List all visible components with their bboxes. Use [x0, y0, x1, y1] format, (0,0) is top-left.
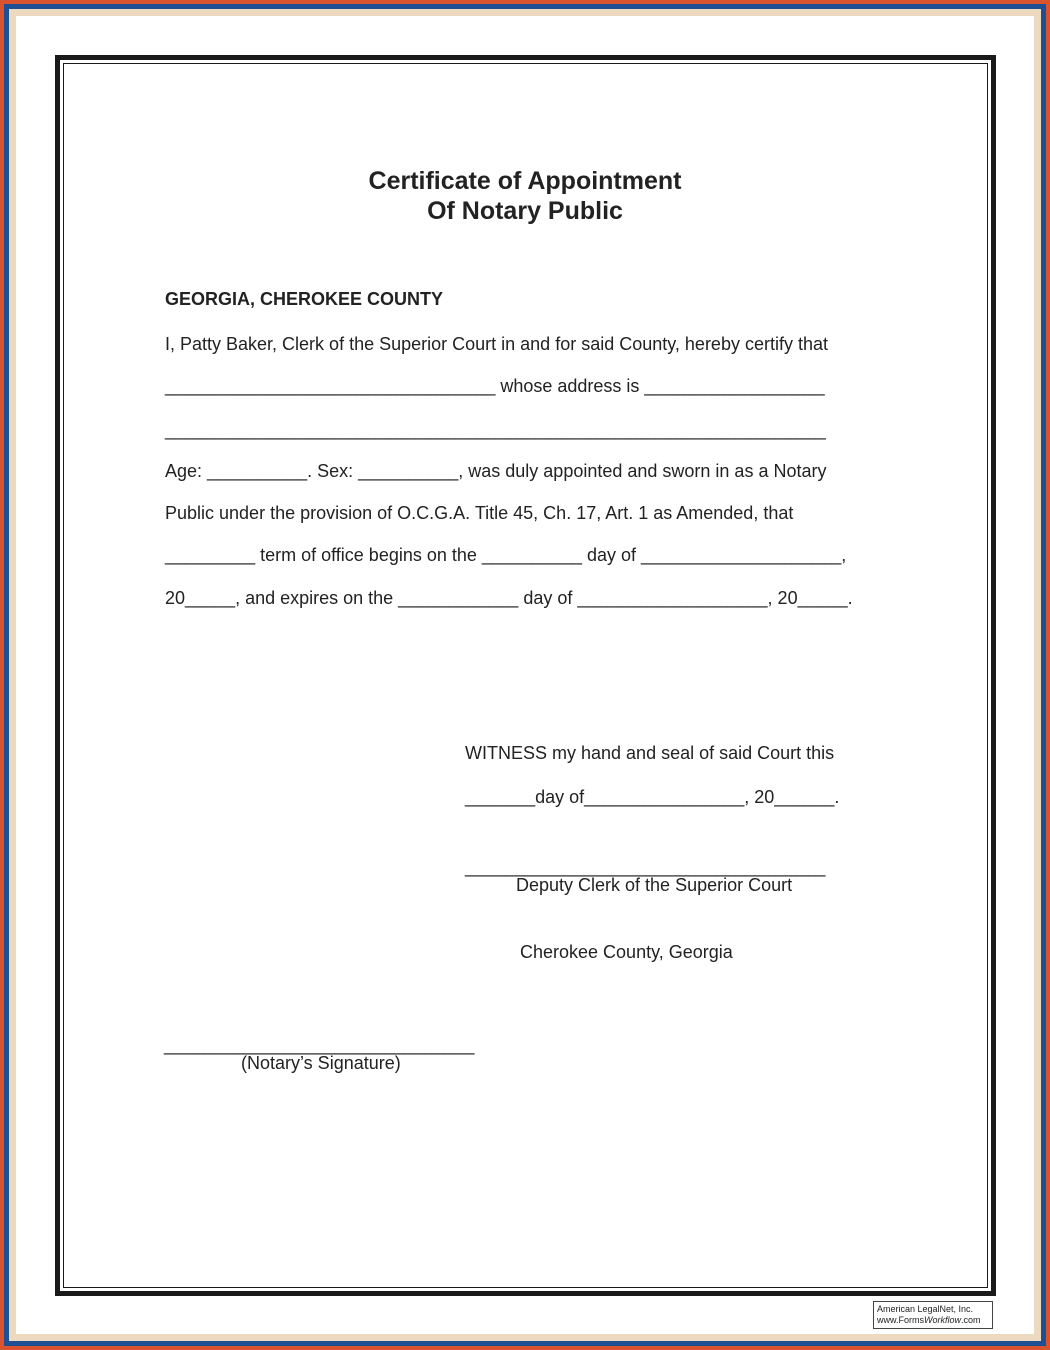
body-line-provision: Public under the provision of O.C.G.A. Title 45, Ch. 17, Art. 1 as Amended, that [165, 503, 794, 523]
certificate-title-line-1: Certificate of Appointment [368, 167, 682, 195]
body-line-term-begins: _________ term of office begins on the __________ day of ____________________, [165, 545, 847, 565]
clerk-signature-line: ____________________________________ [465, 857, 826, 877]
venue-heading: GEORGIA, CHEROKEE COUNTY [165, 289, 444, 309]
publisher-footer-box [873, 1301, 993, 1329]
body-line-certify: I, Patty Baker, Clerk of the Superior Court in and for said County, hereby certify that [165, 334, 828, 354]
body-line-term-expires: 20_____, and expires on the ____________ day of ___________________, 20_____. [165, 588, 853, 608]
witness-statement: WITNESS my hand and seal of said Court this [465, 743, 835, 763]
witness-date-line: _______day of________________, 20______. [465, 787, 840, 807]
certificate-title-line-2: Of Notary Public [427, 197, 623, 225]
clerk-county: Cherokee County, Georgia [520, 942, 733, 962]
publisher-name: American LegalNet, Inc. [877, 1304, 974, 1314]
body-line-name-address: _________________________________ whose address is __________________ [165, 376, 825, 396]
clerk-title: Deputy Clerk of the Superior Court [516, 875, 793, 895]
publisher-url-suffix: .com [961, 1315, 981, 1325]
body-line-address-blank: __________________________________________________________________ [165, 420, 826, 440]
publisher-url-italic: Workflow [924, 1315, 962, 1325]
body-line-age-sex: Age: __________. Sex: __________, was duly appointed and sworn in as a Notary [165, 461, 827, 481]
notary-signature-label: (Notary’s Signature) [241, 1053, 401, 1073]
publisher-url-prefix: www.Forms [877, 1315, 924, 1325]
publisher-url [877, 1315, 989, 1326]
certificate-frame-inner [63, 63, 988, 1288]
notary-signature-line: _______________________________ [164, 1035, 475, 1055]
